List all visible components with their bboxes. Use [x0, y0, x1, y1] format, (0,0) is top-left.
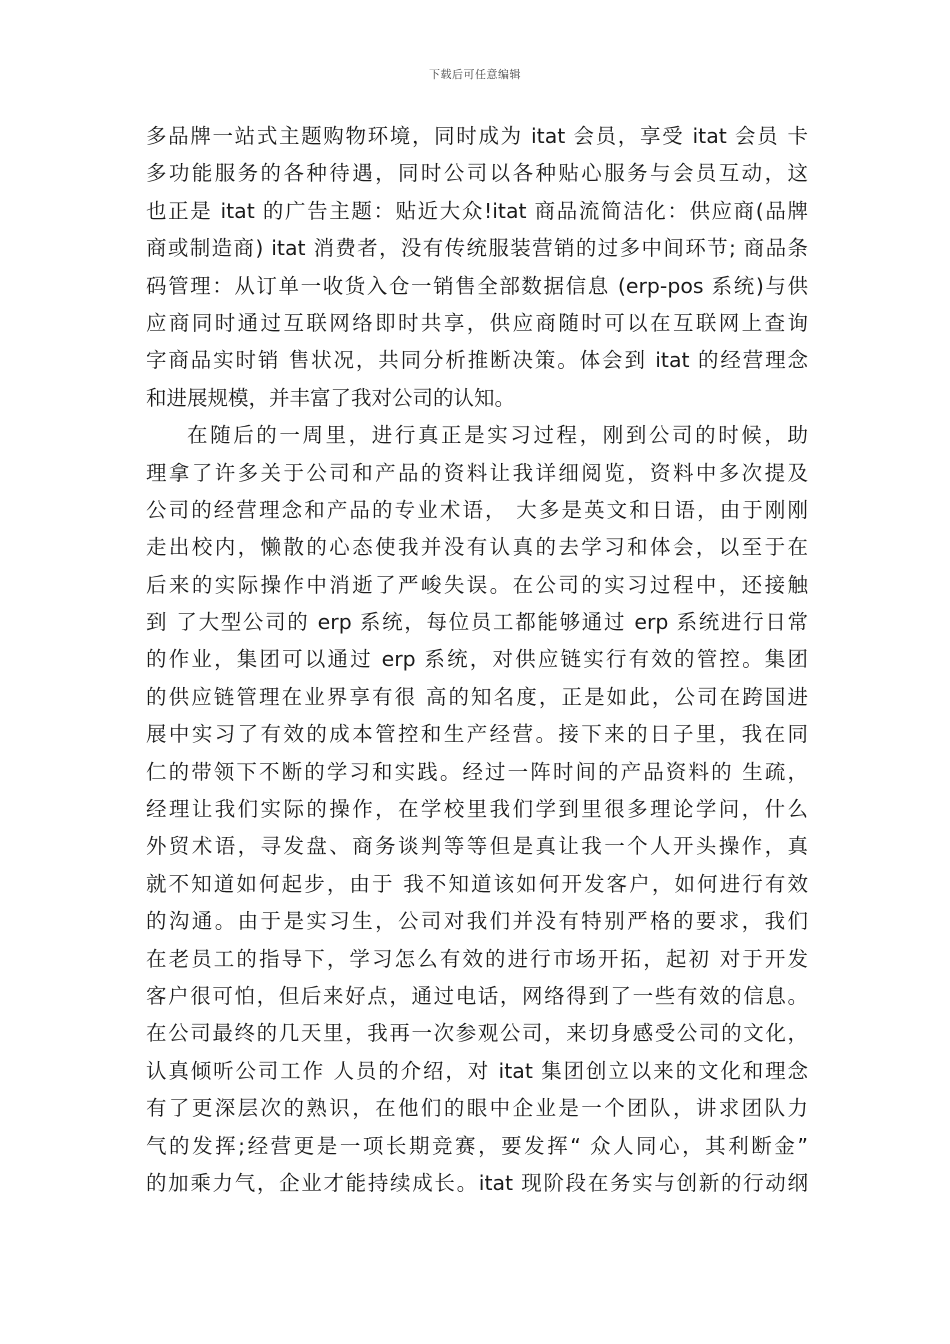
text-line: 也正是 itat 的广告主题：贴近大众!itat 商品流简洁化：供应商(品牌	[146, 198, 808, 223]
text-line: 展中实习了有效的成本管控和生产经营。接下来的日子里，我在同	[146, 722, 808, 747]
text-line: 在随后的一周里，进行真正是实习过程，刚到公司的时候，助	[187, 423, 808, 448]
page-header: 下载后可任意编辑	[429, 68, 521, 81]
text-line: 多功能服务的各种待遇，同时公司以各种贴心服务与会员互动，这	[146, 161, 808, 186]
text-line: 有了更深层次的熟识，在他们的眼中企业是一个团队，讲求团队力	[146, 1096, 808, 1121]
paragraph-2	[146, 417, 808, 1202]
text-line: 到 了大型公司的 erp 系统，每位员工都能够通过 erp 系统进行日常	[146, 610, 808, 635]
text-line: 走出校内，懒散的心态使我并没有认真的去学习和体会，以至于在	[146, 535, 808, 560]
text-line: 在公司最终的几天里，我再一次参观公司，来切身感受公司的文化，	[146, 1021, 808, 1046]
text-line: 字商品实时销 售状况，共同分析推断决策。体会到 itat 的经营理念	[146, 348, 808, 373]
paragraph-1	[146, 118, 808, 417]
text-line: 多品牌一站式主题购物环境，同时成为 itat 会员，享受 itat 会员 卡	[146, 124, 808, 148]
text-line: 的沟通。由于是实习生，公司对我们并没有特别严格的要求，我们	[146, 909, 808, 934]
text-line: 认真倾听公司工作 人员的介绍，对 itat 集团创立以来的文化和理念	[146, 1058, 808, 1083]
text-line: 理拿了许多关于公司和产品的资料让我详细阅览，资料中多次提及	[146, 460, 808, 485]
text-line: 客户很可怕，但后来好点，通过电话，网络得到了一些有效的信息。	[146, 983, 808, 1008]
text-line: 就不知道如何起步，由于 我不知道该如何开发客户，如何进行有效	[146, 871, 808, 896]
text-line: 的加乘力气，企业才能持续成长。itat 现阶段在务实与创新的行动纲	[146, 1170, 808, 1195]
text-line: 公司的经营理念和产品的专业术语， 大多是英文和日语，由于刚刚	[146, 497, 808, 522]
text-line: 仁的带领下不断的学习和实践。经过一阵时间的产品资料的 生疏，	[146, 759, 808, 784]
text-line: 的供应链管理在业界享有很 高的知名度，正是如此，公司在跨国进	[146, 684, 808, 709]
text-line: 商或制造商) itat 消费者，没有传统服装营销的过多中间环节; 商品条	[146, 236, 808, 261]
text-line: 和进展规模，并丰富了我对公司的认知。	[146, 385, 515, 410]
text-line: 码管理：从订单一收货入仓一销售全部数据信息 (erp-pos 系统)与供	[146, 273, 808, 298]
text-line: 后来的实际操作中消逝了严峻失误。在公司的实习过程中，还接触	[146, 572, 808, 597]
text-line: 的作业，集团可以通过 erp 系统，对供应链实行有效的管控。集团	[146, 647, 808, 672]
text-line: 经理让我们实际的操作，在学校里我们学到里很多理论学问，什么	[146, 797, 808, 822]
text-line: 应商同时通过互联网络即时共享，供应商随时可以在互联网上查询	[146, 310, 808, 335]
text-line: 气的发挥;经营更是一项长期竞赛，要发挥“ 众人同心，其利断金”	[146, 1133, 808, 1158]
document-body	[146, 118, 808, 1202]
text-line: 外贸术语，寻发盘、商务谈判等等但是真让我一个人开头操作，真	[146, 834, 808, 859]
text-line: 在老员工的指导下，学习怎么有效的进行市场开拓，起初 对于开发	[146, 946, 808, 971]
